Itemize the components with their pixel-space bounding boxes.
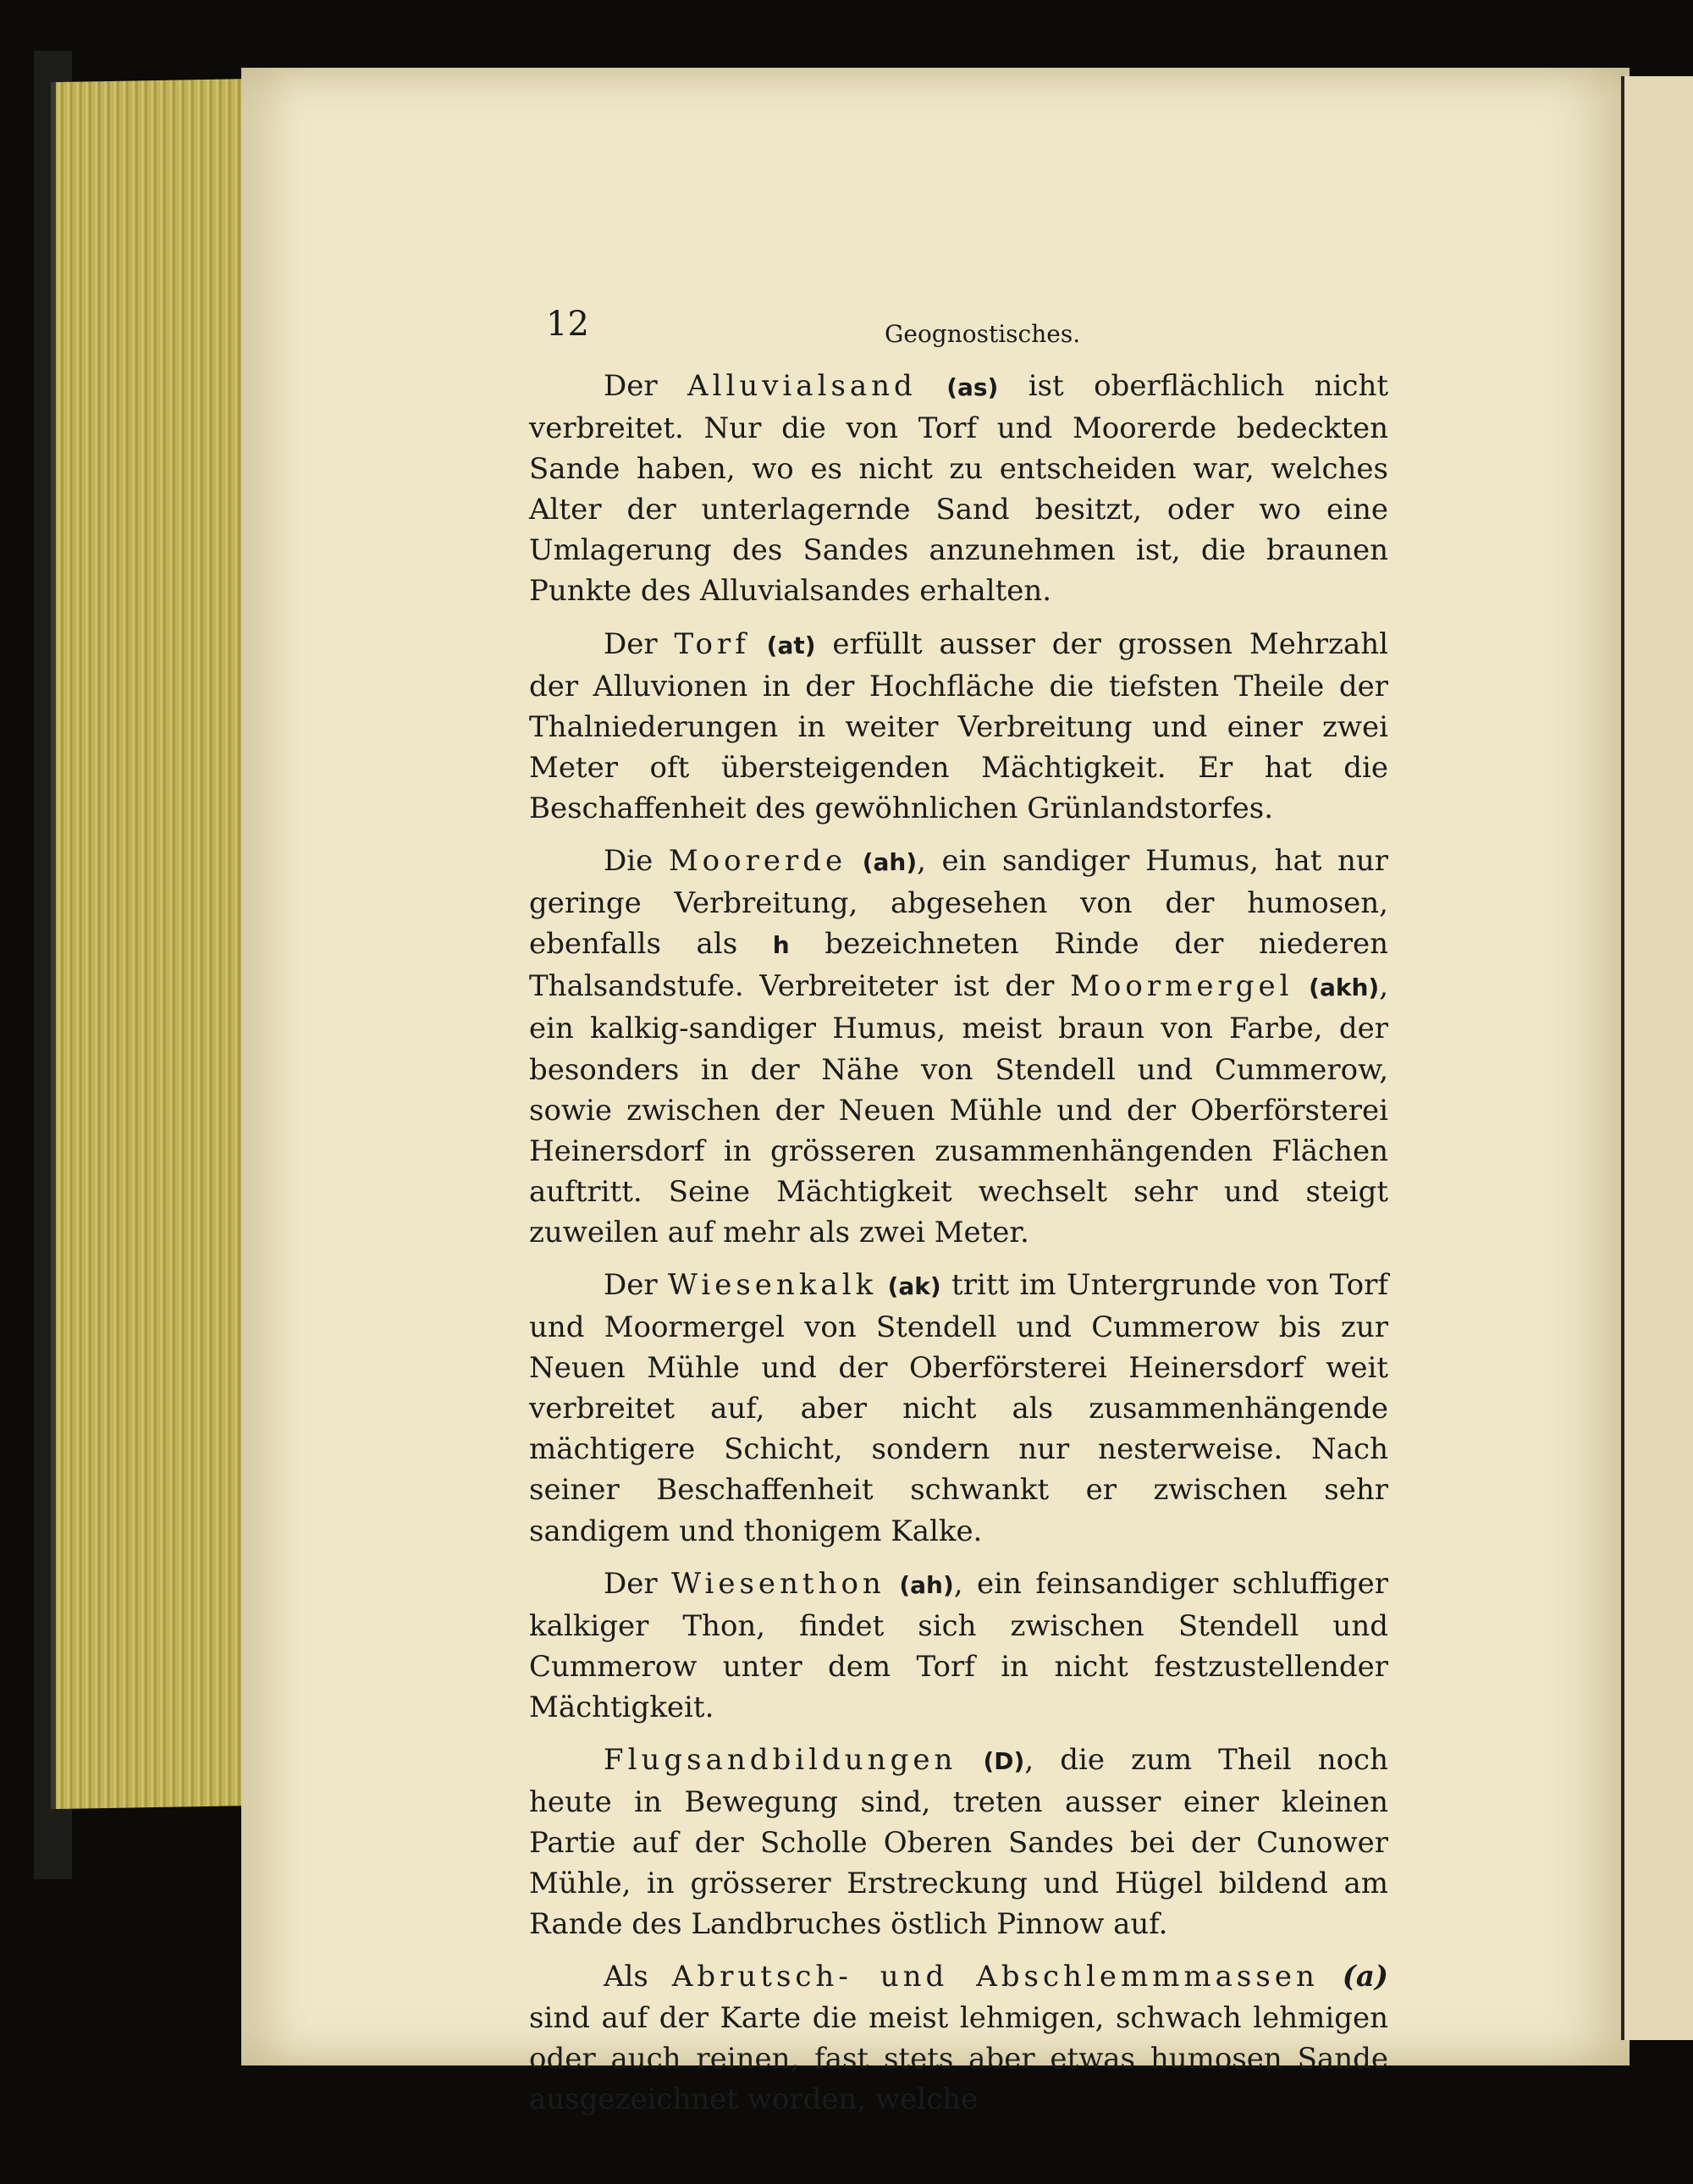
map-symbol: (a) (1342, 1960, 1389, 1994)
map-symbol: h (772, 931, 790, 960)
term: Wiesenthon (671, 1566, 885, 1601)
term: Torf (674, 626, 750, 661)
map-symbol: (at) (766, 631, 816, 659)
facing-page-edge (1621, 76, 1693, 2040)
term: Abrutsch- und Abschlemmmassen (671, 1960, 1319, 1994)
map-symbol: (as) (946, 373, 999, 401)
page-edges (51, 79, 259, 1809)
paragraph-flugsand: Flugsandbildungen (D), die zum Theil noch heute in Bewegung sind, treten ausser einer kleinen Partie auf der Scholle Oberen Sandes bei der Cunower Mühle, in grösserer Erstreckung und Hügel bildend am Rande des Landbruches östlich Pinnow auf. (529, 1743, 1388, 1942)
term: Moorerde (668, 844, 847, 879)
paragraph-abrutsch: Als Abrutsch- und Abschlemmmassen (a) sind auf der Karte die meist lehmigen, schwach lehmigen oder auch reinen, fast stets aber etwas humosen Sande ausgezeichnet worden, welche (529, 1960, 1389, 2116)
body-text (529, 366, 1388, 2132)
running-head: Geognostisches. (885, 320, 1081, 348)
paragraph-alluvialsand: Der Alluvialsand (as) ist oberflächlich nicht verbreitet. Nur die von Torf und Moorerde bedeckten Sande haben, wo es nicht zu entscheiden war, welches Alter der unterlagernde Sand besitzt, oder wo eine Umlagerung des Sandes anzunehmen ist, die braunen Punkte des Alluvialsandes erhalten. (529, 369, 1389, 609)
map-symbol: (akh) (1309, 973, 1380, 1002)
map-symbol: (ak) (887, 1271, 941, 1300)
map-symbol: (ah) (899, 1570, 954, 1599)
map-symbol: (ah) (862, 848, 918, 877)
term: Wiesenkalk (668, 1267, 878, 1302)
paragraph-torf: Der Torf (at) erfüllt ausser der grossen Mehrzahl der Alluvionen in der Hochfläche die tiefsten Theile der Thalniederungen in weiter Verbreitung und einer zwei Meter oft übersteigenden Mächtigkeit. Er hat die Beschaffenheit des gewöhnlichen Grünlandstorfes. (529, 626, 1388, 825)
term: Flugsandbildungen (604, 1743, 957, 1777)
term: Moormergel (1070, 969, 1293, 1004)
map-symbol: (D) (983, 1747, 1025, 1775)
term: Alluvialsand (687, 369, 917, 403)
page-number: 12 (546, 305, 589, 344)
paragraph-wiesenkalk: Der Wiesenkalk (ak) tritt im Untergrunde von Torf und Moormergel von Stendell und Cummerow bis zur Neuen Mühle und der Oberförsterei Heinersdorf weit verbreitet auf, aber nicht als zusammenhängende mächtigere Schicht, sondern nur nesterweise. Nach seiner Beschaffenheit schwankt er zwischen sehr sandigem und thonigem Kalke. (529, 1267, 1388, 1548)
paragraph-moorerde: Die Moorerde (ah), ein sandiger Humus, hat nur geringe Verbreitung, abgesehen von der humosen, ebenfalls als h bezeichneten Rinde der niederen Thalsandstufe. Verbreiteter ist der Moormergel (akh), ein kalkig-sandiger Humus, meist braun von Farbe, der besonders in der Nähe von Stendell und Cummerow, sowie zwischen der Neuen Mühle und der Oberförsterei Heinersdorf in grösseren zusammenhängenden Flächen auftritt. Seine Mächtigkeit wechselt sehr und steigt zuweilen auf mehr als zwei Meter. (529, 844, 1389, 1249)
paragraph-wiesenthon: Der Wiesenthon (ah), ein feinsandiger schluffiger kalkiger Thon, findet sich zwischen Stendell und Cummerow unter dem Torf in nicht festzustellender Mächtigkeit. (529, 1566, 1388, 1724)
